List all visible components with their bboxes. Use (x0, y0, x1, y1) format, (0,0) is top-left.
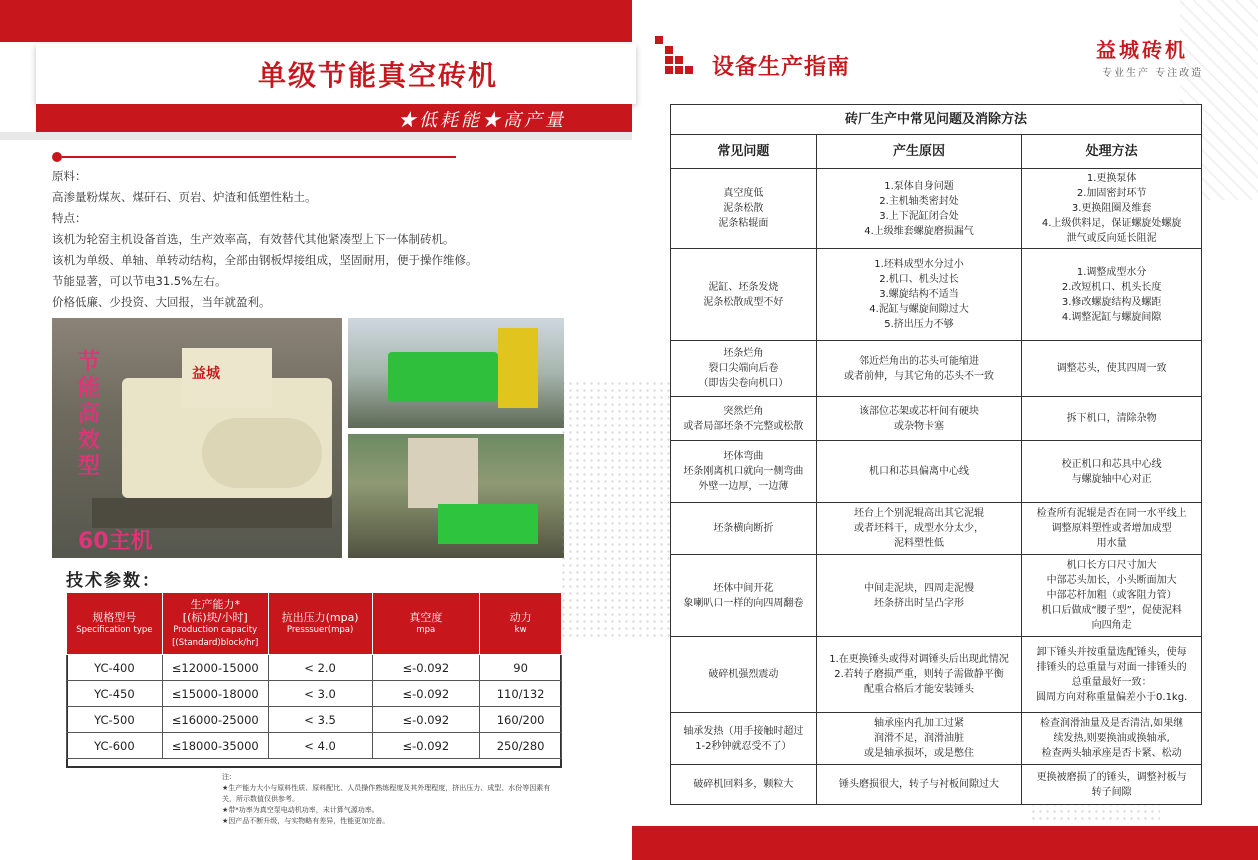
cause-cell: 坯台上个别泥辊高出其它泥辊 或者坯料干，成型水分太少， 泥料塑性低 (816, 503, 1022, 555)
note-line: 注： (222, 773, 236, 781)
table-row (67, 681, 562, 707)
spec-cell: 160/200 (480, 707, 562, 733)
green-machine (388, 352, 498, 402)
table-row (67, 733, 562, 759)
spec-cell: YC-450 (67, 681, 163, 707)
slogan-text: ★低耗能★高产量 (398, 110, 566, 131)
cause-cell: 邻近烂角出的芯头可能缩进 或者前伸，与其它角的芯头不一致 (816, 341, 1022, 397)
spec-cell: ≤-0.092 (372, 655, 480, 681)
solution-cell: 卸下锤头并按重量选配锤头，使每 排锤头的总重量与对面一排锤头的 总重量最好一致： 圆周方向对称重量偏差小于0.1kg. (1022, 637, 1202, 713)
solution-cell: 检查所有泥辊是否在同一水平线上 调整原料塑性或者增加成型 用水量 (1022, 503, 1202, 555)
table-row (671, 765, 1202, 805)
problem-cell: 轴承发热（用手接触时超过 1-2秒钟就忍受不了） (671, 713, 817, 765)
intro-line: 特点： (52, 211, 87, 225)
table-header: 常见问题 (671, 135, 817, 169)
guide-title: 设备生产指南 (712, 55, 851, 80)
spec-cell: ≤18000-35000 (162, 733, 268, 759)
solution-cell: 检查润滑油量及是否清洁,如果继 续发热,则要换油或换轴承, 检查两头轴承座是否卡紧、松动 (1022, 713, 1202, 765)
cause-cell: 该部位芯架或芯杆间有硬块 或杂物卡塞 (816, 397, 1022, 441)
intro-line: 该机为单级、单轴、单转动结构，全部由钢板焊接组成，坚固耐用，便于操作维修。 (52, 253, 478, 267)
table-row (671, 397, 1202, 441)
problem-cell: 真空度低 泥条松散 泥条粘辊面 (671, 169, 817, 249)
bullet-dot-icon (52, 152, 62, 162)
intro-line: 高渗量粉煤灰、煤矸石、页岩、炉渣和低塑性粘土。 (52, 190, 317, 204)
problem-cell: 坯体弯曲 坯条刚离机口就向一侧弯曲 外壁一边厚，一边薄 (671, 441, 817, 503)
spec-cell: ≤16000-25000 (162, 707, 268, 733)
spec-header: 真空度 mpa (372, 593, 480, 655)
spec-cell: YC-600 (67, 733, 163, 759)
table-row (671, 713, 1202, 765)
spec-cell: ≤-0.092 (372, 707, 480, 733)
spec-header: 抗出压力(mpa) Presssuer(mpa) (268, 593, 372, 655)
machine-logo: 益城 (192, 366, 220, 382)
note-line: ★带*功率为真空泵电动机功率，未计算气源功率。 (222, 806, 379, 814)
spec-cell: YC-400 (67, 655, 163, 681)
solution-cell: 更换被磨损了的锤头，调整衬板与 转子间隙 (1022, 765, 1202, 805)
problem-cell: 坯条横向断折 (671, 503, 817, 555)
spec-cell: ≤15000-18000 (162, 681, 268, 707)
problem-table (670, 104, 1202, 805)
crane-photo (348, 318, 564, 428)
brand-tagline: 专业生产 专注改造 (1102, 68, 1204, 79)
note-line: ★生产能力大小与原料性质、原料配比、人员操作熟练程度及其外理程度，挤出压力、成型、水份等因素有关，所示数值仅供参考。 (222, 784, 551, 803)
machine-model: 60主机 (78, 529, 153, 554)
machine-drum (202, 418, 322, 488)
table-row (67, 707, 562, 733)
spec-header: 生产能力* [(标)块/小时] Production capacity [(Standard)block/hr] (162, 593, 268, 655)
solution-cell: 调整芯头，使其四周一致 (1022, 341, 1202, 397)
table-row (67, 655, 562, 681)
spec-cell: YC-500 (67, 707, 163, 733)
machine-label: 节能高效型 (78, 350, 101, 479)
problem-cell: 泥缸、坯条发烧 泥条松散成型不好 (671, 249, 817, 341)
top-red-band (0, 0, 632, 42)
intro-line: 节能显著，可以节电31.5%左右。 (52, 274, 227, 288)
spec-cell: 110/132 (480, 681, 562, 707)
bullet-line (62, 156, 456, 158)
table-header: 处理方法 (1022, 135, 1202, 169)
squares-logo-icon (655, 36, 695, 80)
machine-photo (52, 318, 342, 558)
spec-cell: < 4.0 (268, 733, 372, 759)
problem-cell: 破碎机回料多，颗粒大 (671, 765, 817, 805)
table-header: 产生原因 (816, 135, 1022, 169)
cause-cell: 锤头磨损很大，转子与衬板间隙过大 (816, 765, 1022, 805)
brand-name: 益城砖机 (1096, 38, 1188, 62)
crane-arm (498, 328, 538, 408)
slogan-bar (36, 104, 632, 132)
table-row (671, 555, 1202, 637)
spec-cell: < 3.0 (268, 681, 372, 707)
intro-line: 价格低廉、少投资、大回报，当年就盈利。 (52, 295, 271, 309)
spec-cell: < 3.5 (268, 707, 372, 733)
problem-cell: 坯体中间开花 象喇叭口一样的向四周翻卷 (671, 555, 817, 637)
spec-header: 规格型号 Specification type (67, 593, 163, 655)
spec-cell: ≤-0.092 (372, 681, 480, 707)
problem-cell: 突然烂角 或者局部坯条不完整或松散 (671, 397, 817, 441)
cause-cell: 1.泵体自身问题 2.主机轴类密封处 3.上下泥缸闭合处 4.上级维套螺旋磨损漏气 (816, 169, 1022, 249)
footnotes (222, 772, 562, 827)
problem-cell: 坯条烂角 裂口尖端向后卷 （即齿尖卷向机口） (671, 341, 817, 397)
bottom-red-band (632, 826, 1258, 860)
page-title: 单级节能真空砖机 (258, 59, 499, 92)
green-machine (438, 504, 538, 544)
solution-cell: 机口长方口尺寸加大 中部芯头加长，小头断面加大 中部芯杆加粗（或客阻力管） 机口后做成“腰子型”，促使泥料 向四角走 (1022, 555, 1202, 637)
intro-line: 原料： (52, 169, 87, 183)
spec-cell: ≤12000-15000 (162, 655, 268, 681)
crate (408, 438, 478, 508)
table-row (671, 249, 1202, 341)
table-row (671, 169, 1202, 249)
spec-title: 技术参数： (66, 571, 161, 591)
solution-cell: 校正机口和芯具中心线 与螺旋轴中心对正 (1022, 441, 1202, 503)
solution-cell: 1.调整成型水分 2.改短机口、机头长度 3.修改螺旋结构及螺距 4.调整泥缸与螺旋间隙 (1022, 249, 1202, 341)
spec-cell: 90 (480, 655, 562, 681)
divider-strip (0, 132, 632, 140)
table-caption: 砖厂生产中常见问题及消除方法 (671, 105, 1202, 135)
problem-cell: 破碎机强烈震动 (671, 637, 817, 713)
cause-cell: 中间走泥块，四周走泥慢 坯条挤出时呈凸字形 (816, 555, 1022, 637)
note-line: ★因产品不断升级，与实物略有差异，性能更加完善。 (222, 817, 390, 825)
spec-cell: < 2.0 (268, 655, 372, 681)
table-row (671, 441, 1202, 503)
truck-photo (348, 434, 564, 558)
cause-cell: 轴承座内孔加工过紧 润滑不足，润滑油脏 或是轴承损坏，或是憋住 (816, 713, 1022, 765)
spec-header: 动力 kw (480, 593, 562, 655)
solution-cell: 1.更换泵体 2.加固密封环节 3.更换阻圈及维套 4.上级供料足，保证螺旋处螺旋 泄气或反向延长阻泥 (1022, 169, 1202, 249)
cause-cell: 1.坯料成型水分过小 2.机口、机头过长 3.螺旋结构不适当 4.泥缸与螺旋间隙过大 5.挤出压力不够 (816, 249, 1022, 341)
spec-cell: ≤-0.092 (372, 733, 480, 759)
spec-cell: 250/280 (480, 733, 562, 759)
table-row (671, 503, 1202, 555)
table-row (671, 637, 1202, 713)
spec-table (66, 592, 562, 759)
cause-cell: 1.在更换锤头或得对调锤头后出现此情况 2.若转子磨损严重，则转子需做静平衡 配重合格后才能安装锤头 (816, 637, 1022, 713)
table-row (671, 341, 1202, 397)
solution-cell: 拆下机口，清除杂物 (1022, 397, 1202, 441)
intro-line: 该机为轮窑主机设备首选，生产效率高，有效替代其他紧凑型上下一体制砖机。 (52, 232, 455, 246)
cause-cell: 机口和芯具偏离中心线 (816, 441, 1022, 503)
